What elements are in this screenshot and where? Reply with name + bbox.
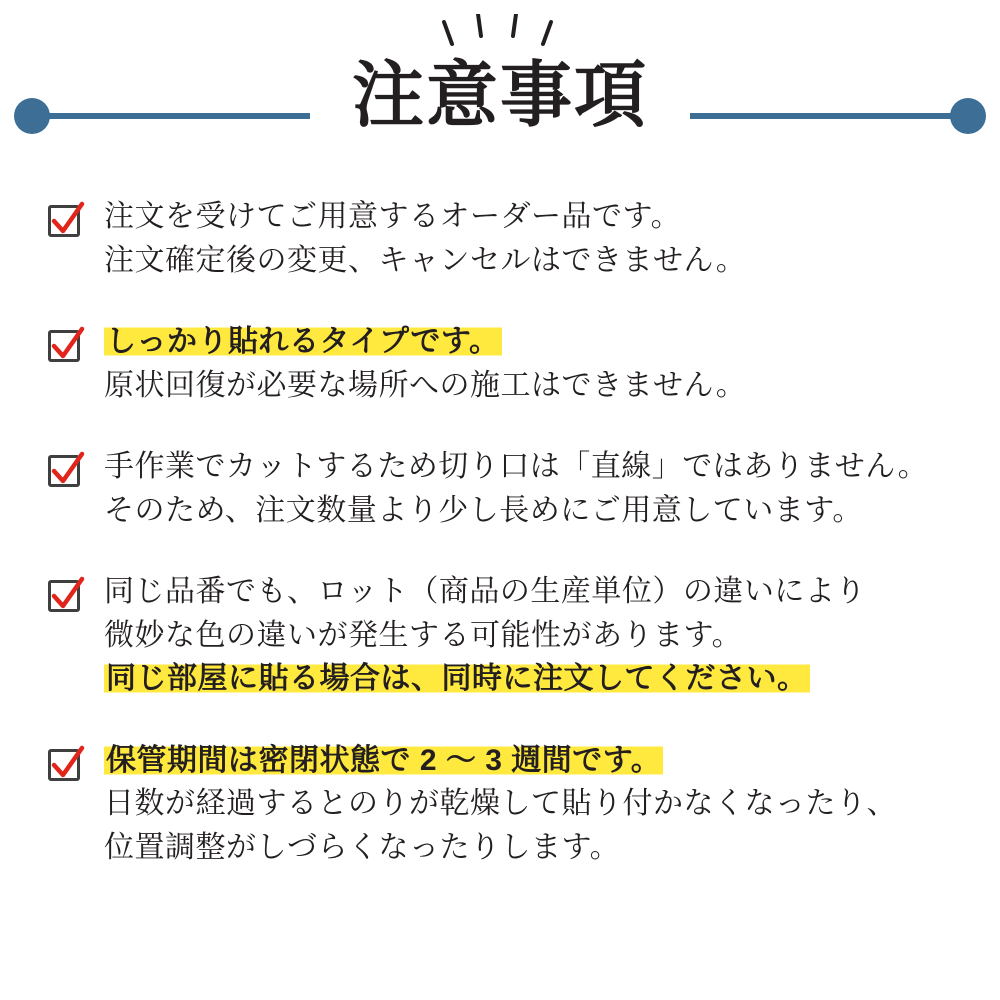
checkbox-checked-icon — [46, 326, 86, 366]
checkbox-checked-icon — [46, 451, 86, 491]
list-item — [46, 445, 970, 532]
list-item — [46, 570, 970, 701]
checkbox-checked-icon — [46, 576, 86, 616]
highlighted-text: しっかり貼れるタイプです。 — [106, 325, 500, 358]
highlighted-text: 保管期間は密閉状態で 2 〜 3 週間です。 — [106, 743, 662, 777]
checkbox-checked-icon — [46, 201, 86, 241]
list-item-text — [104, 570, 970, 701]
list-item-text — [104, 195, 970, 282]
notice-list — [0, 195, 1000, 869]
header-dot-right — [950, 98, 986, 134]
list-item-line: 手作業でカットするため切り口は「直線」ではありません。 — [104, 450, 929, 483]
list-item-line: 位置調整がしづらくなったりします。 — [104, 830, 621, 864]
list-item-line: 注文を受けてご用意するオーダー品です。 — [104, 200, 682, 233]
list-item-line: 原状回復が必要な場所への施工はできません。 — [104, 368, 747, 402]
page-header — [0, 0, 1000, 175]
list-item-text — [104, 320, 970, 407]
list-item — [46, 195, 970, 282]
list-item — [46, 739, 970, 870]
header-dot-left — [14, 98, 50, 134]
list-item-line: そのため、注文数量より少し長めにご用意しています。 — [104, 493, 863, 527]
list-item-line: 日数が経過するとのりが乾燥して貼り付かなくなったり、 — [104, 787, 897, 820]
list-item-text — [104, 445, 970, 532]
list-item-line: 注文確定後の変更、キャンセルはできません。 — [104, 243, 747, 277]
list-item-line: 微妙な色の違いが発生する可能性があります。 — [104, 618, 743, 652]
list-item-line — [104, 739, 970, 783]
page-title-wrapper — [310, 56, 690, 136]
page-title: 注意事項 — [351, 56, 649, 136]
list-item-line — [104, 320, 970, 364]
highlighted-text: 同じ部屋に貼る場合は、同時に注文してください。 — [106, 662, 808, 695]
checkbox-checked-icon — [46, 745, 86, 785]
list-item-line — [104, 657, 970, 701]
list-item-text — [104, 739, 970, 870]
list-item — [46, 320, 970, 407]
list-item-line: 同じ品番でも、ロット（商品の生産単位）の違いにより — [104, 575, 866, 608]
